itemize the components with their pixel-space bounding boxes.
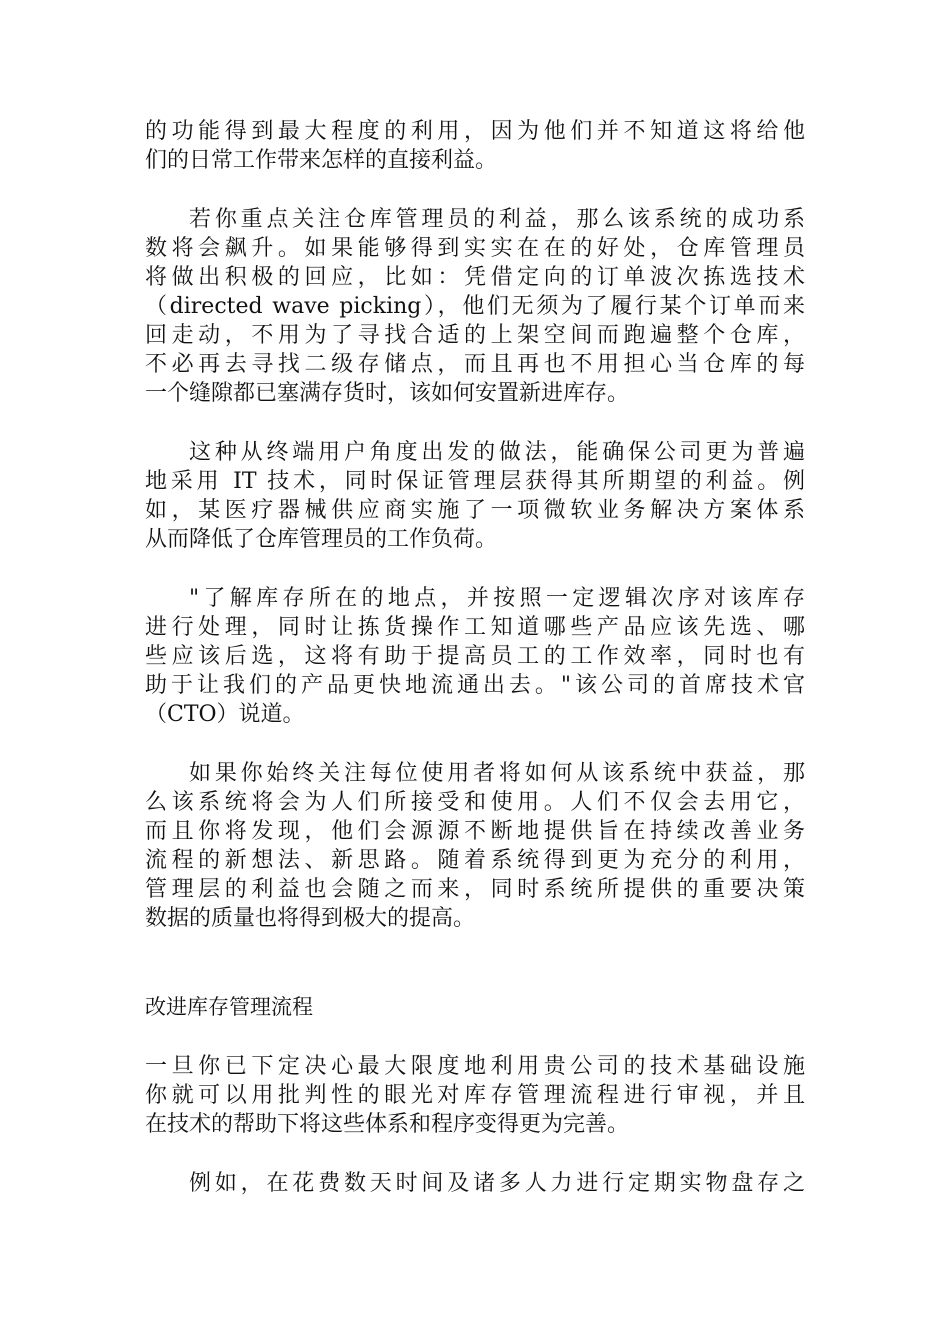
- paragraph-line: 管理层的利益也会随之而来，同时系统所提供的重要决策: [145, 877, 805, 902]
- paragraph-spacer: [145, 729, 805, 759]
- section-spacer: [145, 933, 805, 993]
- paragraph-7: [145, 1169, 805, 1198]
- paragraph-spacer: [145, 408, 805, 438]
- paragraph-line: 助于让我们的产品更快地流通出去。"该公司的首席技术官: [145, 673, 805, 698]
- paragraph-line: 在技术的帮助下将这些体系和程序变得更为完善。: [145, 1112, 630, 1137]
- document-body: [145, 117, 805, 1198]
- paragraph-line: 而且你将发现，他们会源源不断地提供旨在持续改善业务: [145, 819, 805, 844]
- paragraph-line: 数将会飙升。如果能够得到实实在在的好处，仓库管理员: [145, 236, 805, 261]
- paragraph-line: 们的日常工作带来怎样的直接利益。: [145, 148, 498, 173]
- paragraph-line: 的功能得到最大程度的利用，因为他们并不知道这将给他: [145, 119, 805, 144]
- paragraph-line: "了解库存所在的地点，并按照一定逻辑次序对该库存: [189, 586, 805, 611]
- paragraph-line: 如果你始终关注每位使用者将如何从该系统中获益，那: [189, 761, 805, 786]
- paragraph-5: [145, 759, 805, 933]
- paragraph-line: 如，某医疗器械供应商实施了一项微软业务解决方案体系: [145, 498, 805, 523]
- paragraph-6: [145, 1052, 805, 1139]
- paragraph-line: （CTO）说道。: [145, 702, 305, 727]
- paragraph-line: 若你重点关注仓库管理员的利益，那么该系统的成功系: [189, 207, 805, 232]
- paragraph-3: [145, 438, 805, 554]
- paragraph-4: [145, 584, 805, 729]
- paragraph-line: 么该系统将会为人们所接受和使用。人们不仅会去用它，: [145, 790, 805, 815]
- paragraph-line: 一个缝隙都已塞满存货时，该如何安置新进库存。: [145, 381, 630, 406]
- paragraph-line: 将做出积极的回应，比如：凭借定向的订单波次拣选技术: [145, 265, 805, 290]
- paragraph-line: 进行处理，同时让拣货操作工知道哪些产品应该先选、哪: [145, 615, 805, 640]
- section-heading: 改进库存管理流程: [145, 995, 313, 1019]
- paragraph-spacer: [145, 554, 805, 584]
- paragraph-line: 不必再去寻找二级存储点，而且再也不用担心当仓库的每: [145, 352, 805, 377]
- paragraph-line: 从而降低了仓库管理员的工作负荷。: [145, 527, 498, 552]
- paragraph-line: （directed wave picking），他们无须为了履行某个订单而来: [145, 294, 805, 319]
- paragraph-line: 些应该后选，这将有助于提高员工的工作效率，同时也有: [145, 644, 805, 669]
- paragraph-line: 你就可以用批判性的眼光对库存管理流程进行审视，并且: [145, 1083, 805, 1108]
- paragraph-line: 一旦你已下定决心最大限度地利用贵公司的技术基础设施: [145, 1054, 805, 1079]
- paragraph-spacer: [145, 175, 805, 205]
- paragraph-line: 地采用 IT 技术，同时保证管理层获得其所期望的利益。例: [145, 469, 805, 494]
- paragraph-line: 流程的新想法、新思路。随着系统得到更为充分的利用，: [145, 848, 805, 873]
- paragraph-1: [145, 117, 805, 175]
- paragraph-spacer: [145, 1022, 805, 1052]
- paragraph-line: 数据的质量也将得到极大的提高。: [145, 906, 476, 931]
- paragraph-2: [145, 205, 805, 408]
- paragraph-line: 这种从终端用户角度出发的做法，能确保公司更为普遍: [189, 440, 805, 465]
- paragraph-spacer: [145, 1139, 805, 1169]
- paragraph-line: 例如，在花费数天时间及诸多人力进行定期实物盘存之: [189, 1171, 805, 1196]
- paragraph-line: 回走动，不用为了寻找合适的上架空间而跑遍整个仓库，: [145, 323, 805, 348]
